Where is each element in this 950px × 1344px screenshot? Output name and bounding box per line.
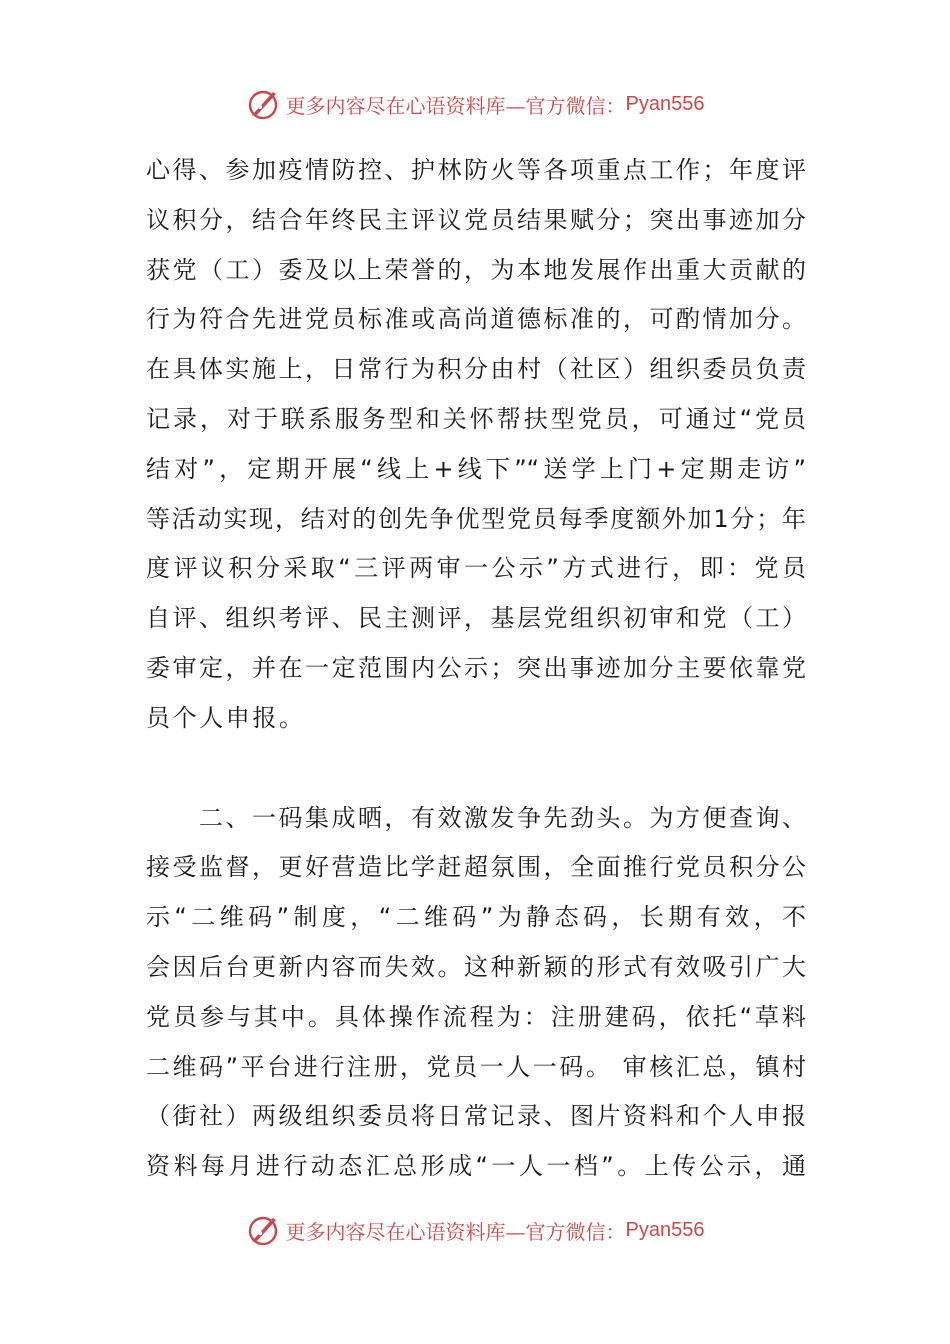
text-line: 心得、参加疫情防控、护林防火等各项重点工作；年度评: [146, 156, 806, 184]
text-line: 等活动实现，结对的创先争优型党员每季度额外加1分；年: [146, 504, 806, 533]
text-line: 委审定，并在一定范围内公示；突出事迹加分主要依靠党: [146, 653, 806, 682]
text-line: 结对”，定期开展“线上+线下”“送学上门+定期走访”: [146, 454, 806, 483]
header-wechat-id: Pyan556: [625, 92, 705, 115]
header-banner-text: 更多内容尽在心语资料库—官方微信：: [285, 93, 626, 118]
text-line: 获党（工）委及以上荣誉的，为本地发展作出重大贡献的: [146, 255, 806, 284]
paragraph-2: [146, 794, 806, 1192]
text-line: 自评、组织考评、民主测评，基层党组织初审和党（工）: [146, 604, 806, 633]
text-line: 会因后台更新内容而失效。这种新颖的形式有效吸引广大: [146, 952, 806, 981]
footer-wechat-id: Pyan556: [625, 1218, 705, 1241]
text-line: 行为符合先进党员标准或高尚道德标准的，可酌情加分。: [146, 305, 806, 334]
text-line: 记录，对于联系服务型和关怀帮扶型党员，可通过“党员: [146, 404, 806, 433]
text-line: 二维码”平台进行注册，党员一人一码。 审核汇总，镇村: [146, 1052, 806, 1081]
text-line-last: 员个人申报。: [146, 703, 306, 732]
text-line: 接受监督，更好营造比学赶超氛围，全面推行党员积分公: [146, 853, 806, 882]
text-line: 二、一码集成晒，有效激发争先劲头。为方便查询、: [146, 803, 806, 832]
footer-banner-text: 更多内容尽在心语资料库—官方微信：: [285, 1219, 626, 1244]
text-line: （街社）两级组织委员将日常记录、图片资料和个人申报: [146, 1102, 806, 1131]
paragraph-gap: [146, 744, 806, 794]
document-body: [146, 146, 806, 1192]
text-line: 示“二维码”制度，“二维码”为静态码，长期有效，不: [146, 903, 806, 932]
footer-banner: [0, 1210, 950, 1250]
text-line: 在具体实施上，日常行为积分由村（社区）组织委员负责: [146, 355, 806, 384]
paragraph-1: [146, 146, 806, 744]
text-line: 度评议积分采取“三评两审一公示”方式进行，即：党员: [146, 554, 806, 583]
text-line: 议积分，结合年终民主评议党员结果赋分；突出事迹加分: [146, 205, 806, 234]
header-banner: [0, 84, 950, 124]
text-line: 资料每月进行动态汇总形成“一人一档”。上传公示，通: [146, 1152, 806, 1181]
brush-logo-icon: [246, 86, 282, 122]
brush-logo-icon: [246, 1212, 282, 1248]
text-line: 党员参与其中。具体操作流程为：注册建码，依托“草料: [146, 1002, 806, 1031]
